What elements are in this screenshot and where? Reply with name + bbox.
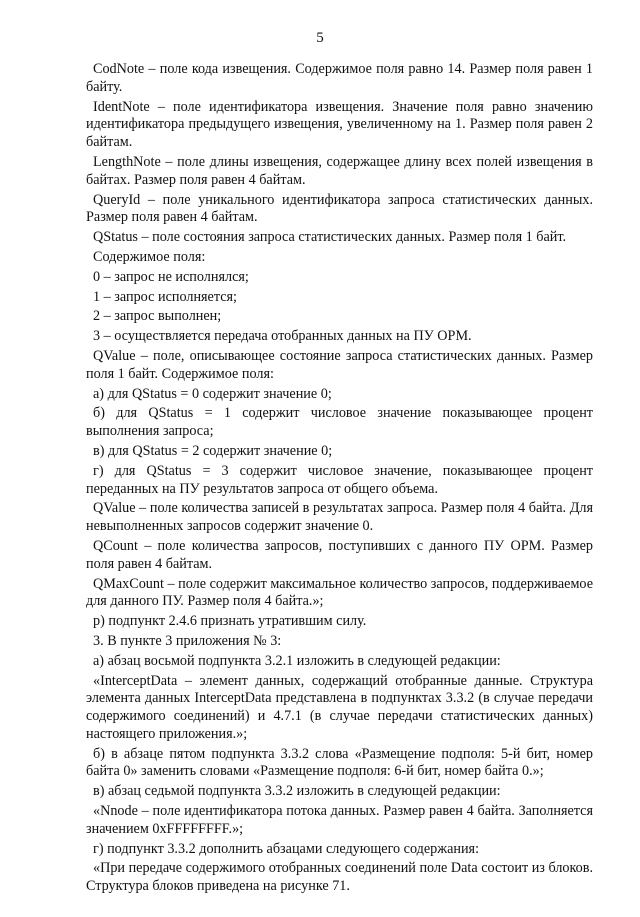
page-number: 5 [316,30,324,46]
paragraph-qmaxcount: QMaxCount – поле содержит максимальное количество запросов, поддерживаемое для данного ПУ. Размер поля 4 байта.»; [86,575,593,610]
paragraph-subitem-r: р) подпункт 2.4.6 признать утратившим силу. [93,613,367,630]
paragraph-qcount: QCount – поле количества запросов, поступивших с данного ПУ ОРМ. Размер поля равен 4 байтам. [86,537,593,572]
list-item-qvalue-g: г) для QStatus = 3 содержит числовое значение, показывающее процент переданных на ПУ результатов запроса от общего объема. [86,462,593,497]
paragraph-qvalue: QValue – поле, описывающее состояние запроса статистических данных. Размер поля 1 байт. Содержимое поля: [86,347,593,382]
list-item-qvalue-a: а) для QStatus = 0 содержит значение 0; [93,385,332,402]
list-item-qvalue-v: в) для QStatus = 2 содержит значение 0; [93,442,333,459]
paragraph-lengthnote: LengthNote – поле длины извещения, содержащее длину всех полей извещения в байтах. Размер поля равен 4 байтам. [86,153,593,188]
document-body [86,61,593,896]
paragraph-data-blocks: «При передаче содержимого отобранных соединений поле Data состоит из блоков. Структура блоков приведена на рисунке 71. [86,860,593,895]
paragraph-identnote: IdentNote – поле идентификатора извещения. Значение поля равно значению идентификатора предыдущего извещения, увеличенному на 1. Размер поля равен 2 байтам. [86,98,593,151]
paragraph-qstatus: QStatus – поле состояния запроса статистических данных. Размер поля 1 байт. [93,229,567,246]
paragraph-subitem-a: а) абзац восьмой подпункта 3.2.1 изложить в следующей редакции: [93,652,501,669]
paragraph-item-3: 3. В пункте 3 приложения № 3: [93,632,282,649]
list-item-status-1: 1 – запрос исполняется; [93,288,237,305]
paragraph-codnote: CodNote – поле кода извещения. Содержимое поля равно 14. Размер поля равен 1 байту. [86,61,593,95]
paragraph-qvalue-records: QValue – поле количества записей в результатах запроса. Размер поля 4 байта. Для невыполненных запросов содержит значение 0. [86,500,593,535]
paragraph-queryid: QueryId – поле уникального идентификатора запроса статистических данных. Размер поля равен 4 байтам. [86,191,593,226]
list-item-status-0: 0 – запрос не исполнялся; [93,268,249,285]
list-item-status-3: 3 – осуществляется передача отобранных данных на ПУ ОРМ. [93,328,472,345]
paragraph-subitem-b: б) в абзаце пятом подпункта 3.3.2 слова «Размещение подполя: 5-й бит, номер байта 0» заменить словами «Размещение подполя: 6-й бит, номер байта 0.»; [86,745,593,780]
paragraph-nnode: «Nnode – поле идентификатора потока данных. Размер равен 4 байта. Заполняется значением 0xFFFFFFFF.»; [86,803,593,837]
paragraph-qstatus-content: Содержимое поля: [93,248,206,265]
paragraph-subitem-g: г) подпункт 3.3.2 дополнить абзацами следующего содержания: [93,840,480,857]
list-item-status-2: 2 – запрос выполнен; [93,308,222,325]
list-item-qvalue-b: б) для QStatus = 1 содержит числовое значение показывающее процент выполнения запроса; [86,405,593,440]
paragraph-subitem-v: в) абзац седьмой подпункта 3.3.2 изложить в следующей редакции: [93,783,501,800]
paragraph-interceptdata: «InterceptData – элемент данных, содержащий отобранные данные. Структура элемента данных InterceptData представлена в подпунктах 3.3.2 (в случае передачи содержимого соединений) и 4.7.1 (в случае передачи статистических данных) настоящего приложения.»; [86,672,593,742]
